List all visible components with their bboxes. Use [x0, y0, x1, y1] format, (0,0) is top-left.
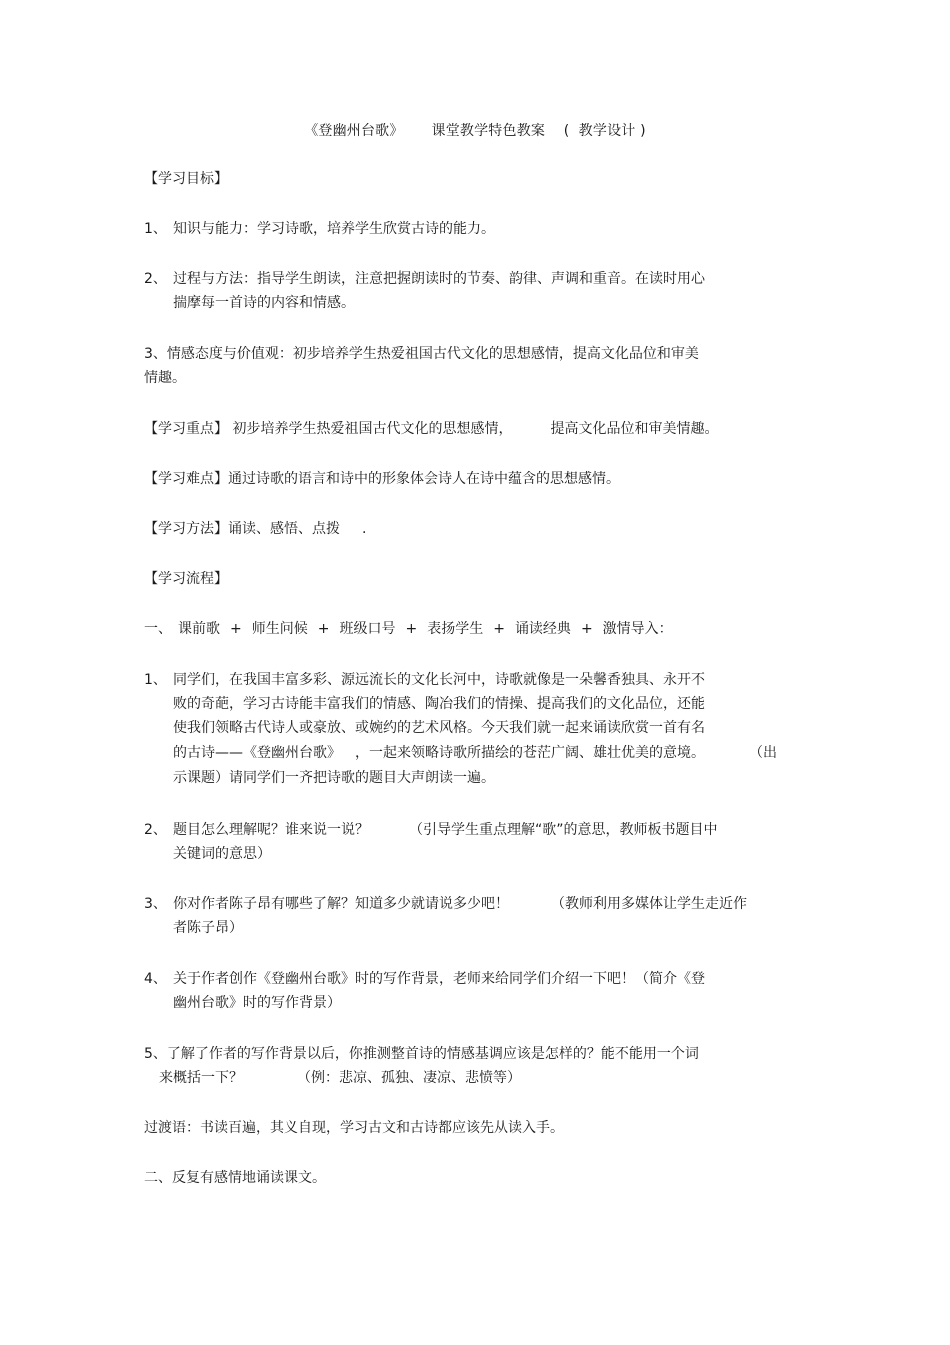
- method: [144, 517, 366, 541]
- process-item-1-line5: 示课题）请同学们一齐把诗歌的题目大声朗读一遍。: [173, 770, 495, 786]
- key-point-text-a: 初步培养学生热爱祖国古代文化的思想感情，: [232, 421, 513, 437]
- objective-1-text: 知识与能力：学习诗歌，培养学生欣赏古诗的能力。: [173, 221, 495, 237]
- process-item-1-line2: 败的奇葩，学习古诗能丰富我们的情感、陶冶我们的情操、提高我们的文化品位，还能: [173, 696, 705, 712]
- step-one-plus: +: [580, 621, 593, 637]
- document-title: [0, 120, 950, 140]
- process-item-5-line2a: 来概括一下？: [159, 1070, 243, 1086]
- process-item-3-line1a: 你对作者陈子昂有哪些了解？知道多少就请说多少吧！: [173, 896, 509, 912]
- process-item-4: [144, 967, 705, 991]
- step-one-part: 激情导入：: [602, 621, 673, 637]
- step-one-plus: +: [493, 621, 505, 637]
- process-item-3: [144, 892, 747, 916]
- step-one: [144, 617, 673, 641]
- objective-3-line2: 情趣。: [144, 370, 186, 386]
- process-heading: 【学习流程】: [144, 571, 228, 587]
- process-item-1: [144, 668, 705, 692]
- process-item-4-line1: 关于作者创作《登幽州台歌》时的写作背景，老师来给同学们介绍一下吧！（简介《登: [173, 971, 705, 987]
- objective-2: [144, 267, 705, 291]
- step-one-part: 班级口号: [339, 621, 396, 637]
- process-item-3-num: 3、: [144, 896, 167, 912]
- key-point-label: 【学习重点】: [144, 421, 228, 437]
- title-design: ( 教学设计 ): [563, 123, 646, 139]
- process-item-3-line1b: （教师利用多媒体让学生走近作: [551, 896, 747, 912]
- method-text: 诵读、感悟、点拨: [228, 521, 340, 537]
- title-course: 课堂教学特色教案: [431, 123, 546, 139]
- process-item-4-line2: 幽州台歌》时的写作背景）: [173, 995, 341, 1011]
- process-item-5-line2: [159, 1066, 521, 1090]
- process-item-5-line1: 5、了解了作者的写作背景以后，你推测整首诗的情感基调应该是怎样的？能不能用一个词: [144, 1046, 699, 1062]
- process-item-2-num: 2、: [144, 822, 167, 838]
- process-item-2-line1a: 题目怎么理解呢？谁来说一说？: [173, 822, 369, 838]
- key-point-text-b: 提高文化品位和审美情趣。: [550, 421, 719, 437]
- difficulty: [144, 467, 620, 491]
- objective-3-line1: 3、情感态度与价值观：初步培养学生热爱祖国古代文化的思想感情，提高文化品位和审美: [144, 346, 699, 362]
- objective-1: [144, 217, 495, 241]
- title-poem: 《登幽州台歌》: [304, 123, 404, 139]
- process-item-4-num: 4、: [144, 971, 167, 987]
- objectives-heading: 【学习目标】: [144, 171, 228, 187]
- step-one-part: 师生问候: [251, 621, 308, 637]
- step-one-part: 课前歌: [178, 621, 220, 637]
- process-item-1-line4b: ，一起来领略诗歌所描绘的苍茫广阔、雄壮优美的意境。: [355, 745, 705, 761]
- process-item-2: [144, 818, 718, 842]
- step-two: 二、反复有感情地诵读课文。: [144, 1170, 326, 1186]
- objective-2-line1: 过程与方法：指导学生朗读，注意把握朗读时的节奏、韵律、声调和重音。在读时用心: [173, 271, 705, 287]
- objective-1-num: 1、: [144, 221, 167, 237]
- process-item-5-line2b: （例：悲凉、孤独、凄凉、悲愤等）: [297, 1070, 521, 1086]
- step-one-num: 一、: [144, 621, 172, 637]
- process-item-3-line2: 者陈子昂）: [173, 920, 243, 936]
- process-item-1-line4c: （出: [749, 745, 777, 761]
- step-one-plus: +: [317, 621, 330, 637]
- objective-2-num: 2、: [144, 271, 167, 287]
- transition-text: 过渡语：书读百遍，其义自现，学习古文和古诗都应该先从读入手。: [144, 1120, 564, 1136]
- process-item-1-line4: [173, 741, 777, 765]
- process-item-2-line1b: （引导学生重点理解“歌”的意思，教师板书题目中: [409, 822, 718, 838]
- process-item-1-line3: 使我们领略古代诗人或豪放、或婉约的艺术风格。今天我们就一起来诵读欣赏一首有名: [173, 720, 705, 736]
- difficulty-text: 通过诗歌的语言和诗中的形象体会诗人在诗中蕴含的思想感情。: [228, 471, 620, 487]
- step-one-plus: +: [405, 621, 418, 637]
- step-one-part: 诵读经典: [514, 621, 571, 637]
- method-label: 【学习方法】: [144, 521, 228, 537]
- process-item-1-line1: 同学们，在我国丰富多彩、源远流长的文化长河中，诗歌就像是一朵馨香独具、永开不: [173, 672, 705, 688]
- process-item-1-line4a: 的古诗——《登幽州台歌》: [173, 745, 341, 761]
- process-item-2-line2: 关键词的意思）: [173, 846, 271, 862]
- process-item-1-num: 1、: [144, 672, 167, 688]
- step-one-plus: +: [230, 621, 242, 637]
- step-one-part: 表扬学生: [427, 621, 484, 637]
- method-dot: .: [362, 521, 367, 537]
- difficulty-label: 【学习难点】: [144, 471, 228, 487]
- key-point: [144, 417, 718, 441]
- objective-2-line2: 揣摩每一首诗的内容和情感。: [173, 295, 355, 311]
